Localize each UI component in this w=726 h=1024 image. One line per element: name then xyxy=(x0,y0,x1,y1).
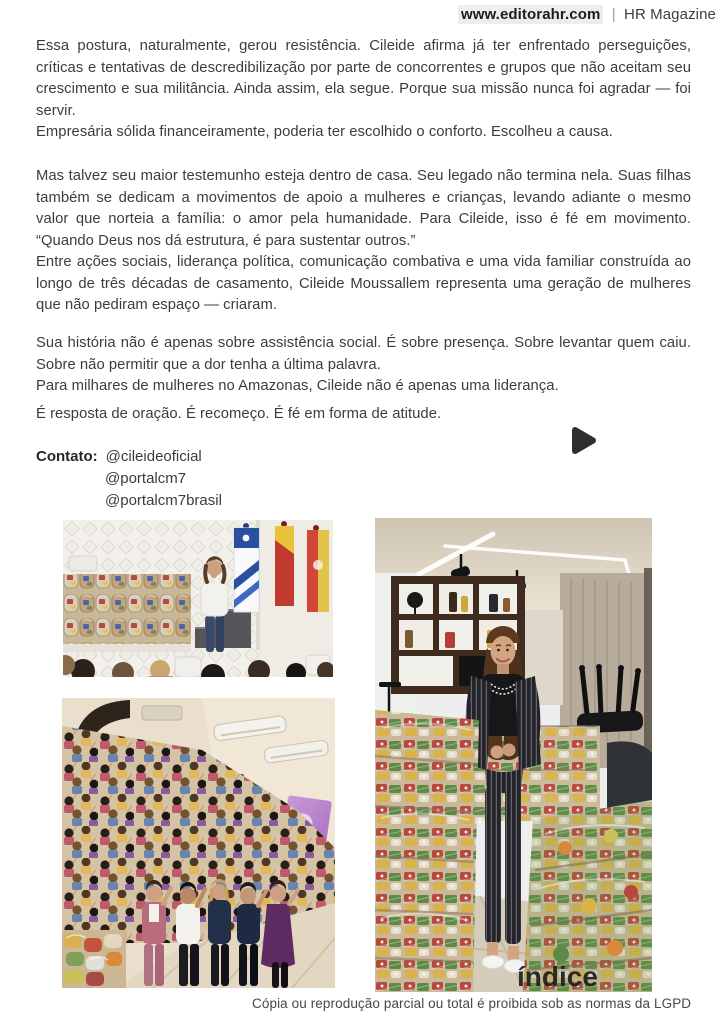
photo-speech-event xyxy=(63,520,333,677)
contact-handle: @portalcm7 xyxy=(105,470,187,487)
site-url-link[interactable]: www.editorahr.com xyxy=(458,5,604,24)
photo-portrait-baskets xyxy=(375,518,652,992)
contact-handle: @cileideoficial xyxy=(105,448,202,465)
food-bags-corner xyxy=(62,930,126,988)
speech-photo-illustration xyxy=(63,520,333,677)
header-separator: | xyxy=(611,6,616,23)
contact-section xyxy=(36,446,222,512)
paragraph: Essa postura, naturalmente, gerou resistência. Cileide afirma já ter enfrentado perseguições, críticas e tentativas de descredibilização por parte de concorrentes e grupos que não aceitam seu crescimento e sua militância. Ainda assim, ela segue. Porque sua missão nunca foi agradar — foi servir. xyxy=(36,38,691,119)
paragraph: Para milhares de mulheres no Amazonas, Cileide não é apenas uma liderança. xyxy=(36,378,559,394)
contact-handle: @portalcm7brasil xyxy=(105,492,222,509)
crowd-photo-illustration xyxy=(62,698,335,988)
page-header xyxy=(458,6,716,23)
article-block-4 xyxy=(36,404,691,426)
indice-watermark: índice xyxy=(517,961,598,992)
paragraph: É resposta de oração. É recomeço. É fé em forma de atitude. xyxy=(36,406,442,422)
food-baskets-pile xyxy=(63,574,191,646)
article-block-3 xyxy=(36,333,691,398)
left-basket-stack xyxy=(375,710,479,992)
portrait-photo-illustration xyxy=(375,518,652,992)
article-block-1 xyxy=(36,36,691,144)
article-block-2 xyxy=(36,166,691,317)
play-icon-glyph xyxy=(566,424,600,458)
contact-label: Contato: xyxy=(36,448,98,465)
paragraph: Entre ações sociais, liderança política, comunicação combativa e uma vida familiar construída ao longo de três décadas de casamento, Cileide Moussallem representa uma geração de mulheres que não pediram espaço — criaram. xyxy=(36,254,691,313)
magazine-name: HR Magazine xyxy=(624,6,716,23)
paragraph: Sua história não é apenas sobre assistência social. É sobre presença. Sobre levantar quem caiu. Sobre não permitir que a dor tenha a última palavra. xyxy=(36,335,691,373)
paragraph: Empresária sólida financeiramente, poderia ter escolhido o conforto. Escolheu a causa. xyxy=(36,124,613,140)
paragraph: Mas talvez seu maior testemunho esteja dentro de casa. Seu legado não termina nela. Suas filhas também se dedicam a movimentos de apoio a mulheres e crianças, levando adiante o mesmo valor que norteia a família: o amor pela humanidade. Para Cileide, isso é fé em movimento. “Quando Deus nos dá estrutura, é para sustentar outros.” xyxy=(36,168,691,249)
photo-crowd-event xyxy=(62,698,335,988)
footer-legal-notice: Cópia ou reprodução parcial ou total é proibida sob as normas da LGPD xyxy=(252,996,692,1011)
play-icon[interactable] xyxy=(566,424,600,458)
flag-icons xyxy=(234,521,329,612)
